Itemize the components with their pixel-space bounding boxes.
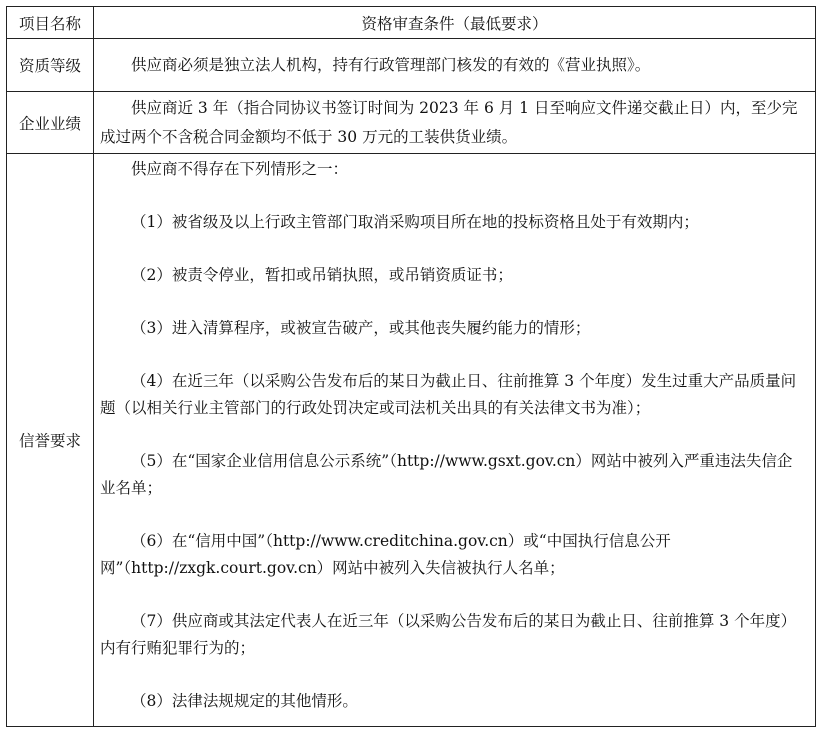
credit-item: （3）进入清算程序，或被宣告破产，或其他丧失履约能力的情形； — [131, 319, 591, 337]
row-label-qualification: 资质等级 — [7, 39, 94, 92]
credit-item: （7）供应商或其法定代表人在近三年（以采购公告发布后的某日为截止日、往前推算 3 个年度）内有行贿犯罪行为的； — [100, 612, 797, 657]
table-header-row — [7, 7, 816, 39]
credit-requirement-cell — [94, 154, 816, 727]
credit-item: （5）在“国家企业信用信息公示系统”（http://www.gsxt.gov.cn）网站中被列入严重违法失信企业名单； — [100, 452, 793, 497]
row-label-performance: 企业业绩 — [7, 92, 94, 154]
credit-item: （2）被责令停业，暂扣或吊销执照，或吊销资质证书； — [131, 266, 513, 284]
credit-item: （6）在“信用中国”（http://www.creditchina.gov.cn）或“中国执行信息公开网”（http://zxgk.court.gov.cn）网站中被列入失信被执行人名单； — [100, 532, 671, 577]
qualification-requirement: 供应商必须是独立法人机构，持有行政管理部门核发的有效的《营业执照》。 — [94, 39, 816, 92]
credit-intro: 供应商不得存在下列情形之一： — [131, 160, 349, 178]
table-row — [7, 154, 816, 727]
qualification-table — [6, 6, 816, 727]
performance-requirement: 供应商近 3 年（指合同协议书签订时间为 2023 年 6 月 1 日至响应文件递交截止日）内，至少完成过两个不含税合同金额均不低于 30 万元的工装供货业绩。 — [94, 92, 816, 154]
table-row — [7, 39, 816, 92]
row-label-credit: 信誉要求 — [7, 154, 94, 727]
header-item-name: 项目名称 — [7, 7, 94, 39]
credit-item: （1）被省级及以上行政主管部门取消采购项目所在地的投标资格且处于有效期内； — [131, 213, 699, 231]
credit-requirement-list — [94, 154, 815, 715]
table-row — [7, 92, 816, 154]
header-requirements: 资格审查条件（最低要求） — [94, 7, 816, 39]
credit-item: （4）在近三年（以采购公告发布后的某日为截止日、往前推算 3 个年度）发生过重大产品质量问题（以相关行业主管部门的行政处罚决定或司法机关出具的有关法律文书为准）； — [100, 372, 797, 417]
credit-item: （8）法律法规规定的其他情形。 — [131, 692, 358, 710]
